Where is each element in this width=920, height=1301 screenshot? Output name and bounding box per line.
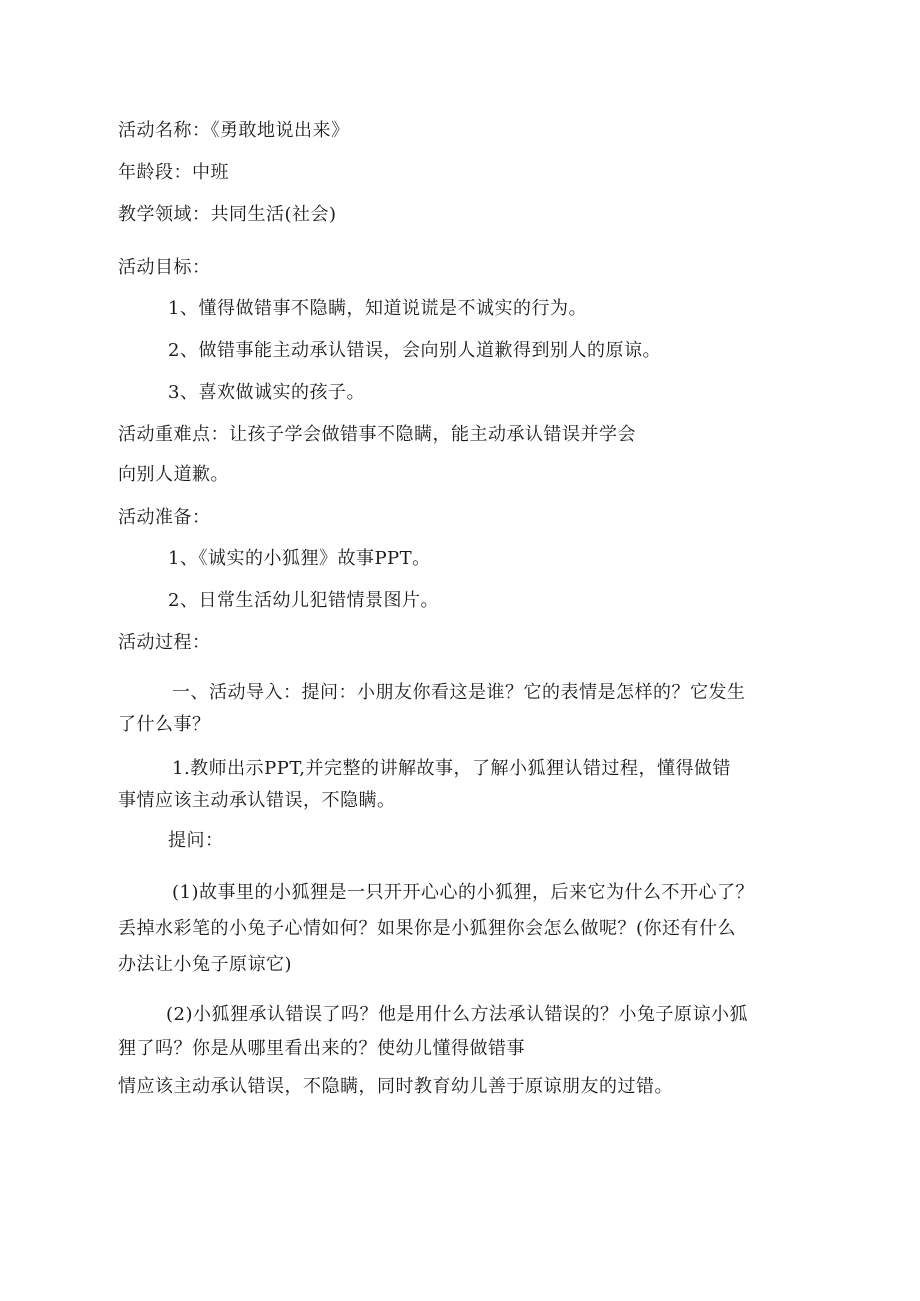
- key-points-line: 向别人道歉。: [118, 464, 229, 485]
- question-line: (2)小狐狸承认错误了吗？他是用什么方法承认错误的？小兔子原谅小狐: [166, 1004, 748, 1025]
- intro-line: 了什么事？: [118, 714, 211, 735]
- step-line: 事情应该主动承认错误，不隐瞒。: [118, 790, 396, 811]
- question-line: 狸了吗？你是从哪里看出来的？使幼儿懂得做错事: [118, 1038, 525, 1059]
- question-line: 丢掉水彩笔的小兔子心情如何？如果你是小狐狸你会怎么做呢？(你还有什么: [118, 918, 737, 939]
- question-label: 提问：: [168, 830, 224, 851]
- question-line: (1)故事里的小狐狸是一只开开心心的小狐狸，后来它为什么不开心了？: [172, 882, 754, 903]
- goals-heading: 活动目标：: [118, 257, 211, 278]
- process-heading: 活动过程：: [118, 632, 211, 653]
- preparation-heading: 活动准备：: [118, 507, 211, 528]
- key-points-line: 活动重难点：让孩子学会做错事不隐瞒，能主动承认错误并学会: [118, 424, 636, 445]
- step-line: 1.教师出示PPT,并完整的讲解故事，了解小狐狸认错过程，懂得做错: [172, 758, 731, 779]
- teaching-domain: 教学领域：共同生活(社会): [118, 204, 337, 225]
- goal-item: 3、喜欢做诚实的孩子。: [168, 382, 365, 403]
- activity-name: 活动名称：《勇敢地说出来》: [118, 120, 350, 141]
- preparation-item: 1、《诚实的小狐狸》故事PPT。: [168, 548, 431, 569]
- question-line: 情应该主动承认错误，不隐瞒，同时教育幼儿善于原谅朋友的过错。: [118, 1076, 673, 1097]
- age-group: 年龄段：中班: [118, 162, 229, 183]
- intro-line: 一、活动导入：提问：小朋友你看这是谁？它的表情是怎样的？它发生: [172, 682, 746, 703]
- goal-item: 2、做错事能主动承认错误，会向别人道歉得到别人的原谅。: [168, 340, 661, 361]
- question-line: 办法让小兔子原谅它): [118, 954, 293, 975]
- preparation-item: 2、日常生活幼儿犯错情景图片。: [168, 590, 439, 611]
- goal-item: 1、懂得做错事不隐瞒，知道说谎是不诚实的行为。: [168, 298, 587, 319]
